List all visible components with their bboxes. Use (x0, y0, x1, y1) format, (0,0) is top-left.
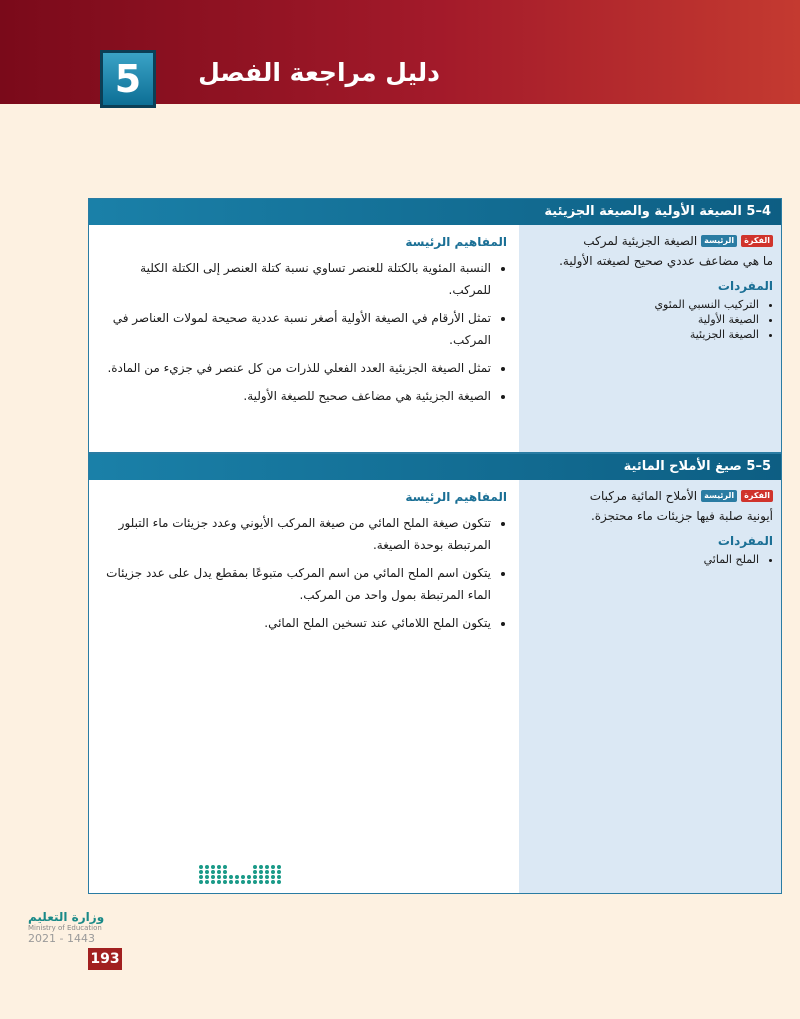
logo-dot (277, 875, 281, 879)
logo-dot (247, 880, 251, 884)
vocab-item: • التركيب النسبي المئوي (527, 297, 759, 312)
ministry-name-ar: وزارة التعليم (28, 910, 105, 924)
logo-dot (241, 880, 245, 884)
idea-tag: الفكرة (741, 235, 773, 247)
ministry-name-en: Ministry of Education (28, 924, 102, 932)
logo-dot (223, 865, 227, 869)
ministry-logo-dots (199, 865, 289, 887)
logo-dot (205, 875, 209, 879)
vocab-heading: المفردات (717, 279, 773, 293)
concept-item: • يتكون اسم الملح المائي من اسم المركب متبوعًا بمقطع يدل على عدد جزيئات الماء المرتبطة بمول واحد من المركب. (103, 562, 491, 606)
logo-dot (229, 875, 233, 879)
logo-dot (205, 870, 209, 874)
sidebar-main-idea (519, 480, 781, 893)
logo-dot (277, 865, 281, 869)
logo-dot (211, 880, 215, 884)
logo-dot (223, 880, 227, 884)
logo-dot (253, 870, 257, 874)
main-tag: الرئيسة (701, 490, 737, 502)
idea-tag: الفكرة (741, 490, 773, 502)
logo-dot (199, 875, 203, 879)
concept-item: • النسبة المئوية بالكتلة للعنصر تساوي نسبة كتلة العنصر إلى الكتلة الكلية للمركب. (103, 257, 491, 301)
logo-dot (211, 870, 215, 874)
ministry-footer (28, 910, 104, 945)
vocab-list (527, 297, 773, 342)
concept-item: • الصيغة الجزيئية هي مضاعف صحيح للصيغة الأولية. (103, 385, 491, 407)
main-idea-text: ما هي مضاعف عددي صحيح لصيغته الأولية. (559, 254, 773, 268)
concept-item: • تمثل الصيغة الجزيئية العدد الفعلي للذرات من كل عنصر في جزيء من المادة. (103, 357, 491, 379)
logo-dot (205, 880, 209, 884)
logo-dot (241, 875, 245, 879)
section-title: 4–5 الصيغة الأولية والصيغة الجزيئية (89, 199, 781, 225)
logo-dot (199, 870, 203, 874)
logo-dot (199, 880, 203, 884)
logo-dot (253, 865, 257, 869)
logo-dot (247, 875, 251, 879)
sidebar-main-idea (519, 225, 781, 452)
logo-dot (223, 875, 227, 879)
logo-dot (217, 875, 221, 879)
logo-dot (235, 875, 239, 879)
logo-dot (235, 880, 239, 884)
concepts-heading: المفاهيم الرئيسة (405, 235, 507, 249)
main-idea-title: الصيغة الجزيئية لمركب (583, 234, 698, 248)
logo-dot (259, 865, 263, 869)
vocab-list (527, 552, 773, 567)
logo-dot (271, 880, 275, 884)
logo-dot (259, 875, 263, 879)
section-title: 5–5 صيغ الأملاح المائية (89, 454, 781, 480)
logo-dot (265, 875, 269, 879)
logo-dot (199, 865, 203, 869)
logo-dot (277, 870, 281, 874)
logo-dot (265, 870, 269, 874)
main-tag: الرئيسة (701, 235, 737, 247)
edition-year: 2021 - 1443 (28, 932, 95, 945)
page-number: 193 (88, 948, 122, 970)
main-idea-label (527, 486, 773, 506)
main-idea-title: الأملاح المائية مركبات (589, 489, 698, 503)
logo-dot (223, 870, 227, 874)
logo-dot (205, 865, 209, 869)
logo-dot (211, 875, 215, 879)
main-idea-label (527, 231, 773, 251)
logo-dot (217, 865, 221, 869)
concept-item: • تمثل الأرقام في الصيغة الأولية أصغر نسبة عددية صحيحة لمولات العناصر في المركب. (103, 307, 491, 351)
key-concepts (89, 480, 519, 893)
key-concepts (89, 225, 519, 452)
section-card-4-5 (88, 198, 782, 453)
logo-dot (271, 865, 275, 869)
concept-item: • تتكون صيغة الملح المائي من صيغة المركب الأيوني وعدد جزيئات ماء التبلور المرتبطة بوحدة الصيغة. (103, 512, 491, 556)
logo-dot (253, 875, 257, 879)
concepts-heading: المفاهيم الرئيسة (405, 490, 507, 504)
logo-dot (259, 880, 263, 884)
page-title: دليل مراجعة الفصل (198, 58, 440, 87)
logo-dot (253, 880, 257, 884)
main-idea-text: أيونية صلبة فيها جزيئات ماء محتجزة. (590, 509, 773, 523)
chapter-number-badge: 5 (100, 50, 156, 108)
vocab-item: • الملح المائي (527, 552, 759, 567)
logo-dot (259, 870, 263, 874)
concept-item: • يتكون الملح اللامائي عند تسخين الملح المائي. (103, 612, 491, 634)
logo-dot (265, 865, 269, 869)
vocab-heading: المفردات (717, 534, 773, 548)
logo-dot (211, 865, 215, 869)
section-card-5-5 (88, 453, 782, 894)
logo-dot (271, 870, 275, 874)
logo-dot (265, 880, 269, 884)
vocab-item: • الصيغة الجزيئية (527, 327, 759, 342)
logo-dot (229, 880, 233, 884)
logo-dot (217, 880, 221, 884)
vocab-item: • الصيغة الأولية (527, 312, 759, 327)
logo-dot (277, 880, 281, 884)
logo-dot (271, 875, 275, 879)
logo-dot (217, 870, 221, 874)
